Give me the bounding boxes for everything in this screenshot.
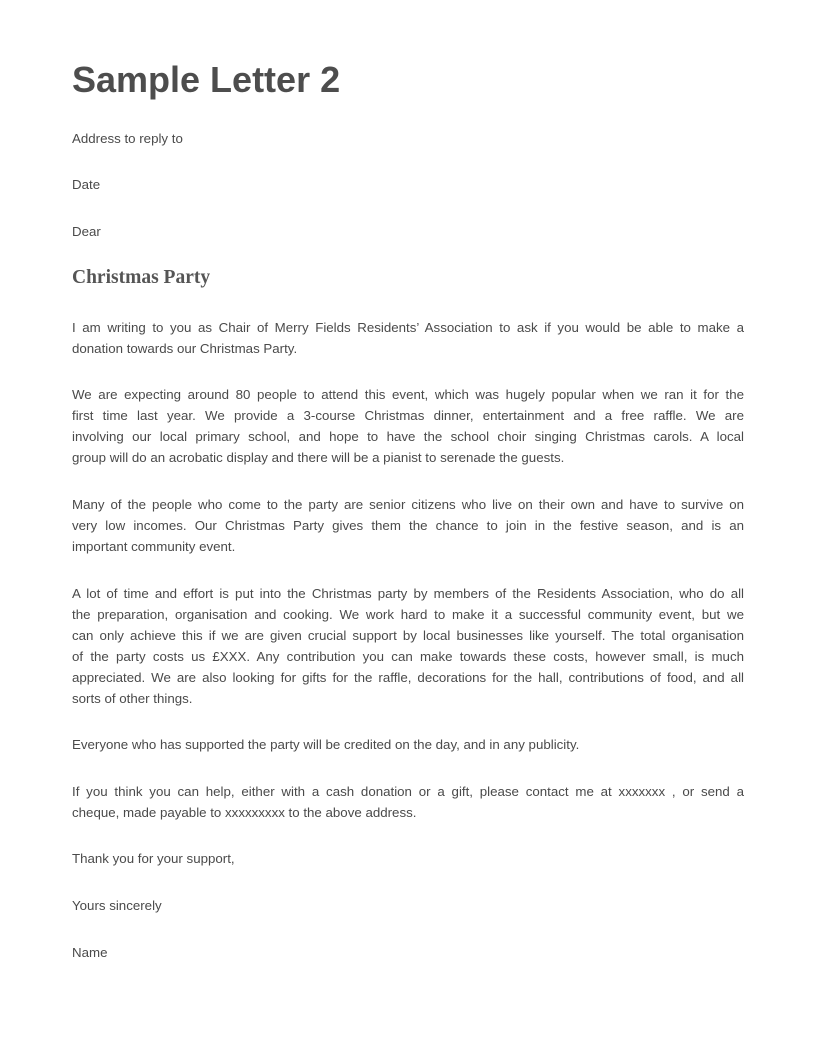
address-line: Address to reply to [72,131,183,146]
paragraph-line: A lot of time and effort is put into the Christmas party by members of the Residents Association, who do all [72,586,744,601]
date-line: Date [72,177,101,192]
paragraph-line: group will do an acrobatic display and there will be a pianist to serenade the guests. [72,450,565,465]
paragraph-line: We are expecting around 80 people to attend this event, which was hugely popular when we ran it for the [72,387,744,402]
paragraph-intro [72,317,744,359]
paragraph-line: Many of the people who come to the party are senior citizens who live on their own and have to survive on [72,497,744,512]
signature-name: Name [72,945,108,960]
paragraph-line: If you think you can help, either with a cash donation or a gift, please contact me at xxxxxxx , or send a [72,784,744,799]
paragraph-effort [72,583,744,709]
paragraph-attendees [72,494,744,557]
paragraph-credit [72,734,744,755]
paragraph-line: of the party costs us £XXX. Any contribution you can make towards these costs, however small, is much [72,649,744,664]
paragraph-line: important community event. [72,539,236,554]
closing-line: Yours sincerely [72,898,162,913]
document-title: Sample Letter 2 [72,59,341,100]
paragraph-line: the preparation, organisation and cooking. We work hard to make it a successful community event, but we [72,607,744,622]
paragraph-line: I am writing to you as Chair of Merry Fields Residents’ Association to ask if you would be able to make a [72,320,744,335]
paragraph-line: Everyone who has supported the party will be credited on the day, and in any publicity. [72,737,580,752]
paragraph-line: first time last year. We provide a 3-course Christmas dinner, entertainment and a free raffle. We are [72,408,744,423]
thanks-line: Thank you for your support, [72,851,235,866]
paragraph-line: very low incomes. Our Christmas Party gives them the chance to join in the festive season, and is an [72,518,744,533]
paragraph-line: can only achieve this if we are given crucial support by local businesses like yourself. The total organisation [72,628,744,643]
paragraph-line: appreciated. We are also looking for gifts for the raffle, decorations for the hall, contributions of food, and all [72,670,744,685]
section-heading: Christmas Party [72,267,211,288]
paragraph-line: cheque, made payable to xxxxxxxxx to the above address. [72,805,417,820]
paragraph-line: sorts of other things. [72,691,193,706]
paragraph-line: involving our local primary school, and hope to have the school choir singing Christmas carols. A local [72,429,744,444]
paragraph-contact [72,781,744,823]
paragraph-event [72,384,744,468]
salutation: Dear [72,224,101,239]
paragraph-line: donation towards our Christmas Party. [72,341,298,356]
